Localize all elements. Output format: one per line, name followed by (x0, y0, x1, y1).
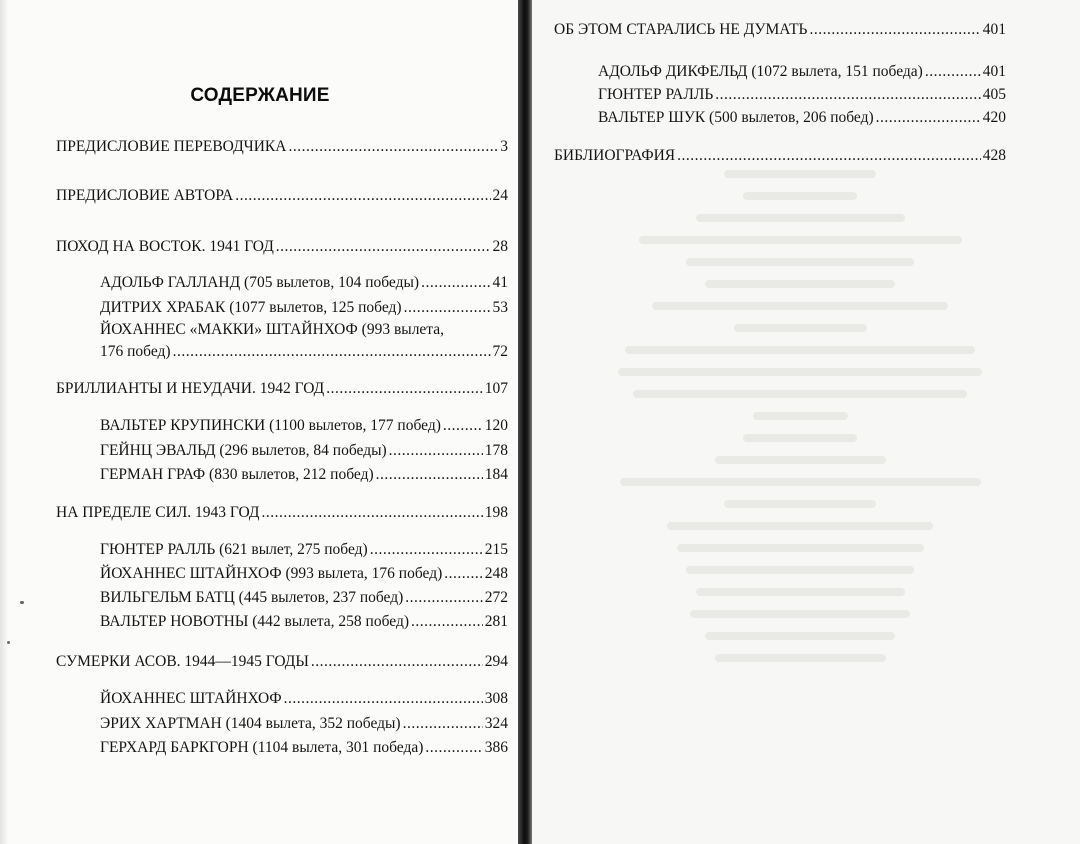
toc-entry-bibliography[interactable] (554, 146, 1006, 166)
toc-entry-title: ВАЛЬТЕР ШУК (500 вылетов, 206 побед) (598, 109, 874, 126)
toc-leader-dots (715, 85, 980, 105)
toc-page-number: 405 (982, 86, 1006, 103)
toc-entry-chapter-1943[interactable] (56, 503, 508, 523)
toc-leader-dots (809, 20, 980, 40)
toc-entry-rall[interactable] (100, 540, 508, 560)
toc-leader-dots (425, 738, 482, 758)
book-spine (518, 0, 532, 844)
toc-entry-graf[interactable] (100, 465, 508, 485)
toc-leader-dots (376, 465, 483, 485)
toc-entry-translator-preface[interactable] (56, 137, 508, 157)
toc-entry-title: БИБЛИОГРАФИЯ (554, 147, 676, 164)
toc-entry-title: ЙОХАННЕС ШТАЙНХОФ (993 вылета, 176 побед) (100, 565, 443, 582)
toc-leader-dots (404, 298, 491, 318)
toc-entry-chapter-1944-1945[interactable] (56, 652, 508, 672)
toc-leader-dots (311, 652, 483, 672)
toc-entry-chapter-1941[interactable] (56, 237, 508, 257)
toc-page-number: 428 (982, 147, 1006, 164)
toc-entry-title: ПРЕДИСЛОВИЕ ПЕРЕВОДЧИКА (56, 138, 287, 155)
toc-entry-author-preface[interactable] (56, 186, 508, 206)
toc-page-number: 324 (484, 715, 508, 732)
toc-leader-dots (284, 689, 483, 709)
toc-page-number: 28 (492, 238, 508, 255)
toc-entry-title: ГЮНТЕР РАЛЛЬ (598, 86, 714, 103)
toc-entry-title: СУМЕРКИ АСОВ. 1944—1945 ГОДЫ (56, 653, 309, 670)
toc-entry-hrabak[interactable] (100, 298, 508, 318)
toc-entry-title: ГЕРМАН ГРАФ (830 вылетов, 212 побед) (100, 466, 374, 483)
toc-entry-title: АДОЛЬФ ГАЛЛАНД (705 вылетов, 104 победы) (100, 274, 420, 291)
toc-entry-title: ВАЛЬТЕР НОВОТНЫ (442 вылета, 258 побед) (100, 613, 410, 630)
toc-entry-steinhoff-1943[interactable] (100, 564, 508, 584)
toc-entry-ewald[interactable] (100, 441, 508, 461)
toc-entry-title: ОБ ЭТОМ СТАРАЛИСЬ НЕ ДУМАТЬ (554, 21, 808, 38)
toc-page-number: 294 (484, 653, 508, 670)
toc-entry-steinhoff-line1[interactable] (100, 320, 508, 340)
toc-leader-dots (389, 441, 483, 461)
scan-speck (20, 601, 24, 604)
toc-entry-barkhorn[interactable] (100, 738, 508, 758)
toc-page-number: 41 (492, 274, 508, 291)
toc-page-number: 53 (492, 299, 508, 316)
toc-page-number: 198 (484, 504, 508, 521)
toc-page-number: 386 (484, 739, 508, 756)
toc-page-number: 178 (484, 442, 508, 459)
toc-entry-title: ГЮНТЕР РАЛЛЬ (621 вылет, 275 побед) (100, 541, 368, 558)
toc-entry-title: НА ПРЕДЕЛЕ СИЛ. 1943 ГОД (56, 504, 260, 521)
toc-entry-schuck[interactable] (598, 108, 1006, 128)
toc-entry-steinhoff-line2[interactable] (100, 342, 508, 362)
toc-leader-dots (925, 62, 981, 82)
contents-heading: СОДЕРЖАНИЕ (190, 85, 330, 106)
toc-entry-title: ВАЛЬТЕР КРУПИНСКИ (1100 вылетов, 177 побед) (100, 417, 441, 434)
toc-page-number: 401 (982, 63, 1006, 80)
toc-page-number: 24 (492, 187, 508, 204)
toc-leader-dots (405, 588, 482, 608)
toc-entry-title: ПОХОД НА ВОСТОК. 1941 ГОД (56, 238, 274, 255)
toc-entry-title: ЭРИХ ХАРТМАН (1404 вылета, 352 победы) (100, 715, 401, 732)
toc-leader-dots (326, 379, 483, 399)
toc-entry-batz[interactable] (100, 588, 508, 608)
toc-leader-dots (876, 108, 981, 128)
toc-entry-title: 176 побед) (100, 343, 171, 360)
toc-page-number: 184 (484, 466, 508, 483)
toc-entry-title: ГЕЙНЦ ЭВАЛЬД (296 вылетов, 84 победы) (100, 442, 387, 459)
toc-entry-chapter-1942[interactable] (56, 379, 508, 399)
toc-leader-dots (235, 186, 490, 206)
toc-page-number: 72 (492, 343, 508, 360)
toc-page-number: 401 (982, 21, 1006, 38)
toc-page-number: 3 (500, 138, 508, 155)
toc-leader-dots (403, 714, 483, 734)
toc-entry-nowotny[interactable] (100, 612, 508, 632)
toc-entry-steinhoff-1944[interactable] (100, 689, 508, 709)
toc-entry-galland[interactable] (100, 273, 508, 293)
toc-leader-dots (370, 540, 483, 560)
toc-entry-hartmann[interactable] (100, 714, 508, 734)
toc-entry-title: АДОЛЬФ ДИКФЕЛЬД (1072 вылета, 151 победа) (598, 63, 923, 80)
toc-leader-dots (288, 137, 498, 157)
toc-entry-title: ВИЛЬГЕЛЬМ БАТЦ (445 вылетов, 237 побед) (100, 589, 404, 606)
toc-entry-rall-final[interactable] (598, 85, 1006, 105)
toc-leader-dots (677, 146, 981, 166)
toc-entry-title: ДИТРИХ ХРАБАК (1077 вылетов, 125 побед) (100, 299, 402, 316)
toc-leader-dots (443, 416, 483, 436)
toc-leader-dots (444, 564, 482, 584)
toc-page-number: 107 (484, 380, 508, 397)
toc-entry-title: ПРЕДИСЛОВИЕ АВТОРА (56, 187, 234, 204)
toc-page-number: 120 (484, 417, 508, 434)
toc-page-number: 248 (484, 565, 508, 582)
toc-entry-title: ЙОХАННЕС «МАККИ» ШТАЙНХОФ (993 вылета, (100, 321, 445, 338)
toc-leader-dots (421, 273, 490, 293)
toc-entry-title: ЙОХАННЕС ШТАЙНХОФ (100, 690, 282, 707)
toc-entry-title: БРИЛЛИАНТЫ И НЕУДАЧИ. 1942 ГОД (56, 380, 325, 397)
toc-leader-dots (276, 237, 491, 257)
toc-entry-title: ГЕРХАРД БАРКГОРН (1104 вылета, 301 победа) (100, 739, 424, 756)
toc-page-number: 281 (484, 613, 508, 630)
toc-page-number: 272 (484, 589, 508, 606)
toc-leader-dots (261, 503, 482, 523)
toc-page-number: 215 (484, 541, 508, 558)
toc-entry-dickfeld[interactable] (598, 62, 1006, 82)
toc-leader-dots (411, 612, 483, 632)
toc-leader-dots (173, 342, 491, 362)
page-edge-shadow (0, 0, 8, 844)
toc-page-number: 420 (982, 109, 1006, 126)
toc-page-number: 308 (484, 690, 508, 707)
scan-speck (7, 641, 10, 644)
toc-entry-krupinski[interactable] (100, 416, 508, 436)
toc-entry-chapter-forgotten[interactable] (554, 20, 1006, 40)
